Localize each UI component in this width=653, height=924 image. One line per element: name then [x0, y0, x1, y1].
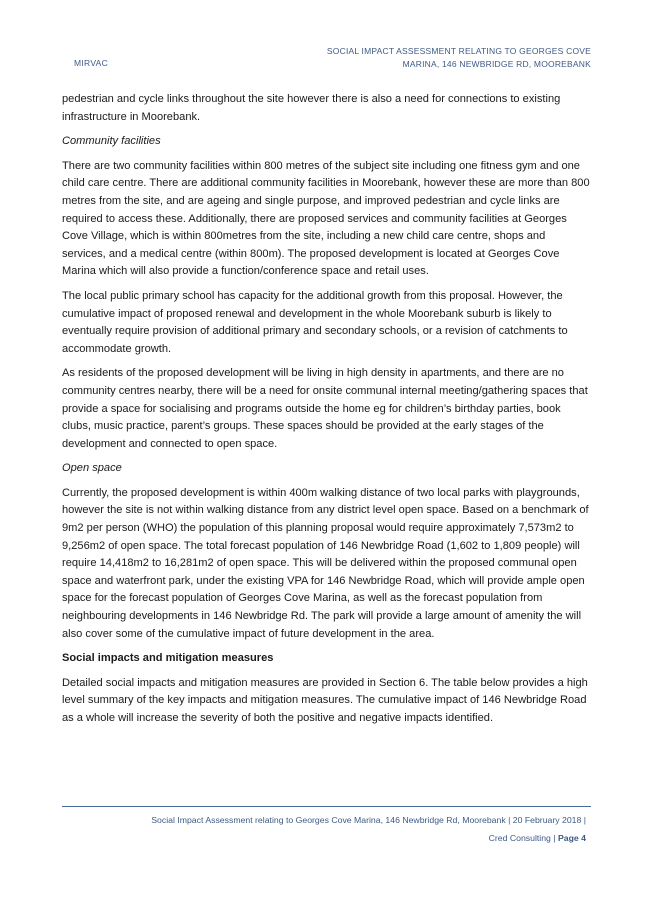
header-document-title — [327, 45, 591, 70]
paragraph-open-space: Currently, the proposed development is within 400m walking distance of two local parks with playgrounds, however the site is not within walking distance from any district level open space. Based on a benchmark of 9m2 per person (WHO) the population of this planning proposal would require approximately 7,573m2 to 9,256m2 of open space. The total forecast population of 146 Newbridge Road (1,602 to 1,809 people) will require 14,418m2 to 16,281m2 of open space. This will be delivered within the proposed communal open space and waterfront park, under the existing VPA for 146 Newbridge Road, which will provide ample open space for the forecast population of Georges Cove Marina, as well as the forecast population from neighbouring developments in 146 Newbridge Rd. The park will provide a large amount of amenity the will also cover some of the cumulative impact of future development in the area. — [62, 486, 589, 640]
heading-social-impacts: Social impacts and mitigation measures — [62, 652, 274, 665]
footer-divider — [62, 806, 591, 807]
paragraph-community-facilities: There are two community facilities within 800 metres of the subject site including one fitness gym and one child care centre. There are additional community facilities in Moorebank, however these are more than 800 metres from the site, and are ageing and single purpose, and improved pedestrian and cycle links are required to access these. Additionally, there are proposed services and community facilities at Georges Cove Village, which is within 800metres from the site, including a new child care centre, shops and services, and a medical centre (within 800m). The proposed development is located at Georges Cove Marina which will also provide a function/conference space and retail uses. — [62, 159, 590, 278]
footer-author: Cred Consulting — [488, 833, 551, 843]
paragraph-primary-school: The local public primary school has capacity for the additional growth from this proposal. However, the cumulative impact of proposed renewal and development in the whole Moorebank suburb is likely to eventually require provision of additional primary and secondary schools, or a revision of catchments to accommodate growth. — [62, 289, 568, 355]
heading-community-facilities: Community facilities — [62, 135, 161, 148]
paragraph-social-impacts: Detailed social impacts and mitigation measures are provided in Section 6. The table below provides a high level summary of the key impacts and mitigation measures. The cumulative impact of 146 Newbridge Road as a whole will increase the severity of both the positive and negative impacts identified. — [62, 676, 588, 724]
footer-separator: | — [550, 833, 558, 843]
footer-page-info — [489, 833, 586, 843]
header-title-line-1: SOCIAL IMPACT ASSESSMENT RELATING TO GEORGES COVE — [326, 46, 591, 56]
paragraph-communal-spaces: As residents of the proposed development will be living in high density in apartments, and there are no community centres nearby, there will be a need for onsite communal internal meeting/gathering spaces that provide a space for socialising and programs outside the home eg for children’s birthday parties, book clubs, music practice, parent’s groups. These spaces should be provided at the early stages of the development and connected to open space. — [62, 367, 588, 450]
page-body — [62, 91, 592, 735]
footer-document-info: Social Impact Assessment relating to Georges Cove Marina, 146 Newbridge Rd, Moorebank | 20 February 2018 | — [151, 815, 586, 825]
paragraph-infrastructure: pedestrian and cycle links throughout the site however there is also a need for connections to existing infrastructure in Moorebank. — [62, 93, 561, 123]
heading-open-space: Open space — [62, 462, 122, 475]
header-org: MIRVAC — [74, 58, 109, 68]
page-number: Page 4 — [557, 833, 586, 843]
header-title-line-2: MARINA, 146 NEWBRIDGE RD, MOOREBANK — [402, 58, 591, 69]
